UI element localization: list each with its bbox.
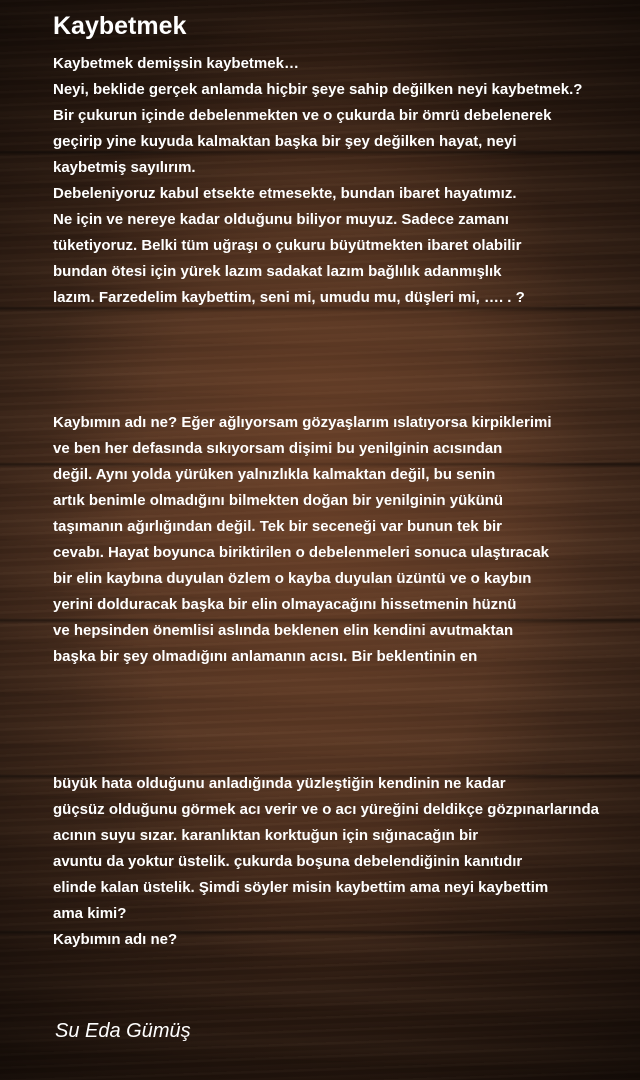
- poem-line: başka bir şey olmadığını anlamanın acısı. Bir beklentinin en: [53, 648, 478, 665]
- poem-author: Su Eda Gümüş: [55, 1020, 191, 1042]
- poem-line: geçirip yine kuyuda kalmaktan başka bir şey değilken hayat, neyi: [53, 133, 517, 150]
- poem-title: Kaybetmek: [53, 12, 187, 40]
- poem-line: güçsüz olduğunu görmek acı verir ve o acı yüreğini deldikçe gözpınarlarında: [53, 801, 599, 818]
- poem-line: ve ben her defasında sıkıyorsam dişimi bu yenilginin acısından: [53, 440, 503, 457]
- poem-line: avuntu da yoktur üstelik. çukurda boşuna debelendiğinin kanıtıdır: [53, 853, 523, 870]
- poem-line: elinde kalan üstelik. Şimdi söyler misin kaybettim ama neyi kaybettim: [53, 879, 549, 896]
- poem-line: Kaybımın adı ne? Eğer ağlıyorsam gözyaşlarım ıslatıyorsa kirpiklerimi: [53, 414, 552, 431]
- poem-line: cevabı. Hayat boyunca biriktirilen o debelenmeleri sonuca ulaştıracak: [53, 544, 550, 561]
- poem-line: bundan ötesi için yürek lazım sadakat lazım bağlılık adanmışlık: [53, 263, 502, 280]
- poem-line: lazım. Farzedelim kaybettim, seni mi, umudu mu, düşleri mi, …. . ?: [53, 289, 525, 306]
- poem-line: büyük hata olduğunu anladığında yüzleştiğin kendinin ne kadar: [53, 775, 506, 792]
- poem-line: tüketiyoruz. Belki tüm uğraşı o çukuru büyütmekten ibaret olabilir: [53, 237, 522, 254]
- poem-stanza-1: [53, 51, 640, 311]
- poem-line: artık benimle olmadığını bilmekten doğan bir yenilginin yükünü: [53, 492, 504, 509]
- poem-line: ve hepsinden önemlisi aslında beklenen elin kendini avutmaktan: [53, 622, 514, 639]
- poem-line: taşımanın ağırlığından değil. Tek bir seceneği var bunun tek bir: [53, 518, 502, 535]
- poem-line: ama kimi?: [53, 905, 127, 922]
- poem-line: yerini dolduracak başka bir elin olmayacağını hissetmenin hüznü: [53, 596, 517, 613]
- poem-line: Neyi, beklide gerçek anlamda hiçbir şeye sahip değilken neyi kaybetmek.?: [53, 81, 583, 98]
- poem-line: Bir çukurun içinde debelenmekten ve o çukurda bir ömrü debelenerek: [53, 107, 552, 124]
- poem-line: Ne için ve nereye kadar olduğunu biliyor muyuz. Sadece zamanı: [53, 211, 509, 228]
- poem-line: Debeleniyoruz kabul etsekte etmesekte, bundan ibaret hayatımız.: [53, 185, 517, 202]
- poem-line: değil. Aynı yolda yürüken yalnızlıkla kalmaktan değil, bu senin: [53, 466, 496, 483]
- poem-line: acının suyu sızar. karanlıktan korktuğun için sığınacağın bir: [53, 827, 479, 844]
- poem-line: kaybetmiş sayılırım.: [53, 159, 196, 176]
- poem-stanza-2: [53, 410, 640, 670]
- poem-stanza-3: [53, 771, 640, 953]
- poem-line: Kaybetmek demişsin kaybetmek…: [53, 55, 299, 72]
- poem-line: bir elin kaybına duyulan özlem o kayba duyulan üzüntü ve o kaybın: [53, 570, 532, 587]
- poem-line: Kaybımın adı ne?: [53, 931, 178, 948]
